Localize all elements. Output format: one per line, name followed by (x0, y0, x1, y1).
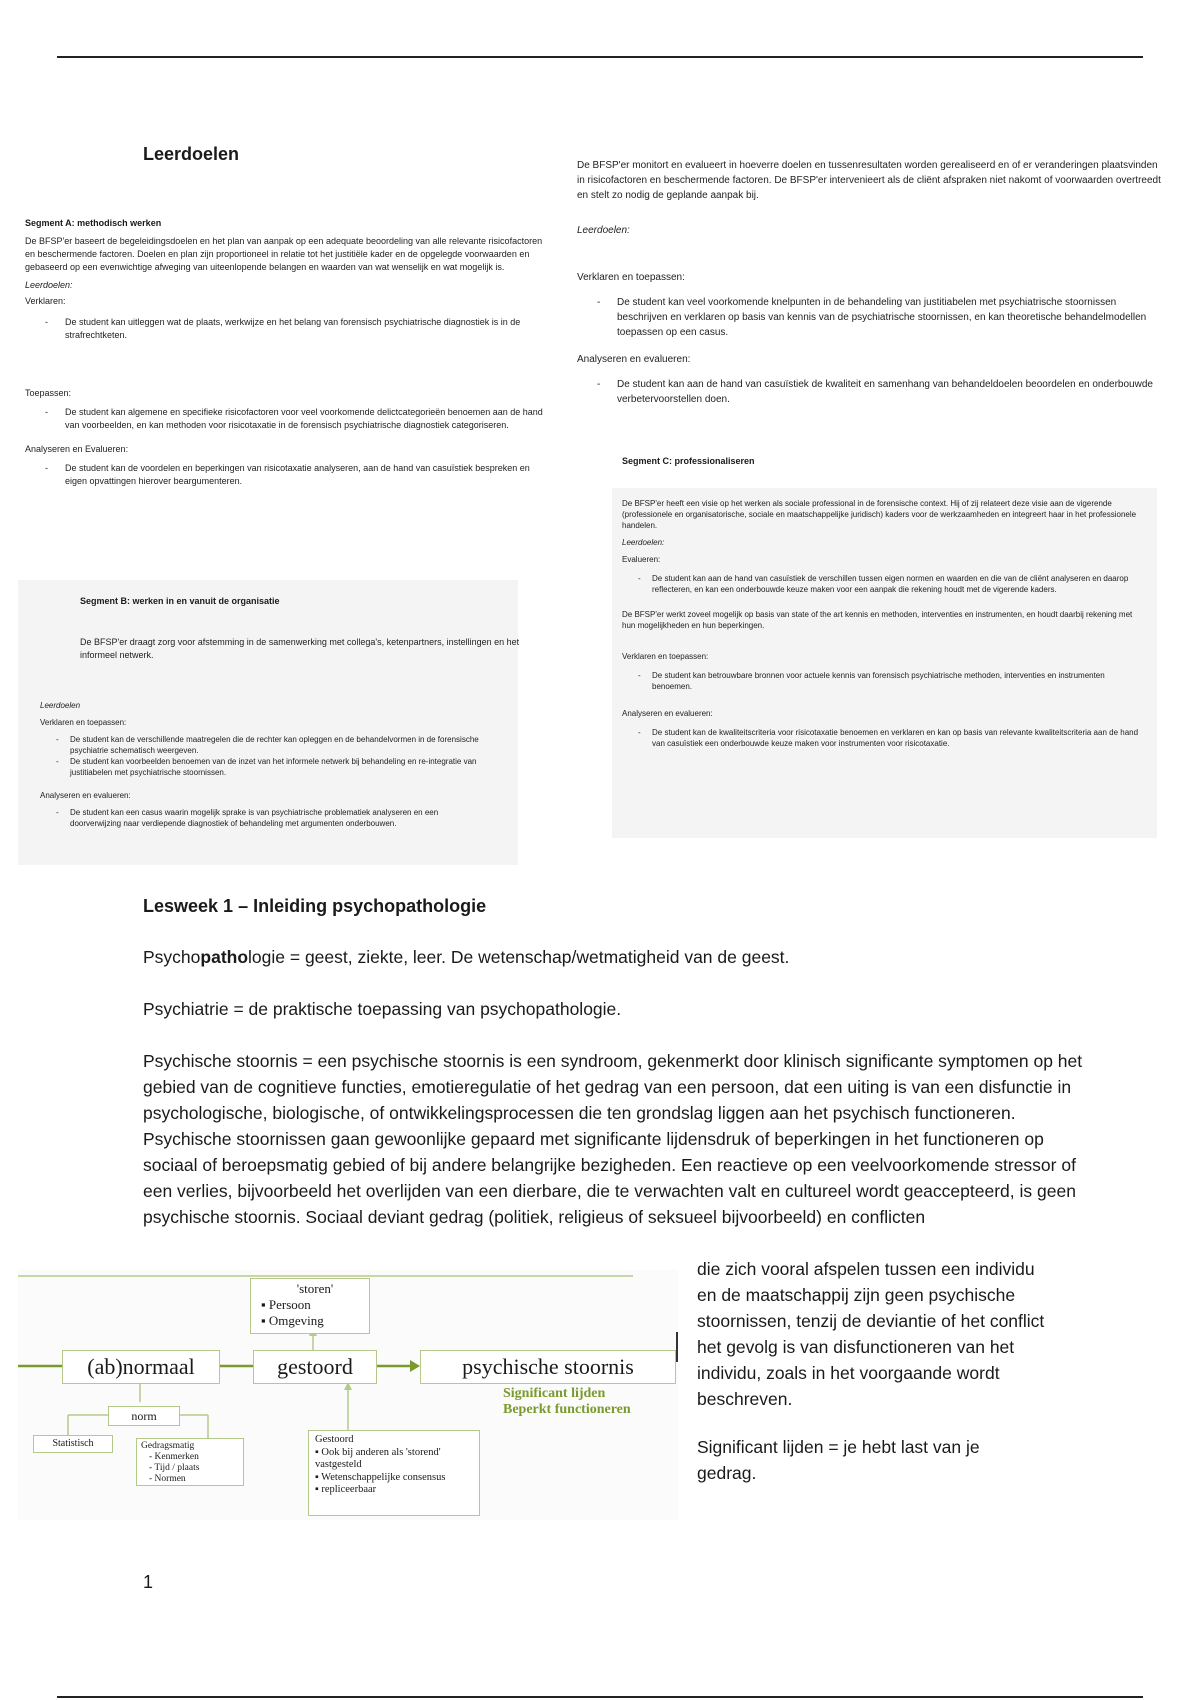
toepassen-label: Toepassen: (25, 388, 72, 398)
bottom-rule (57, 1696, 1143, 1698)
node-norm: norm (108, 1406, 180, 1426)
gestoord-criteria-title: Gestoord (315, 1434, 354, 1445)
segment-c-analyseren-list (622, 727, 1142, 749)
def-significant-lijden: Significant lijden = je hebt last van je gedrag. (697, 1437, 980, 1483)
segment-b-verklaren-label: Verklaren en toepassen: (40, 718, 127, 727)
gestoord-criteria-text: repliceerbaar (321, 1484, 377, 1495)
segment-b-text: De BFSP'er draagt zorg voor afstemming in de samenwerking met collega's, ketenpartners, instellingen en het informeel netwerk. (80, 637, 520, 660)
def-stoornis: Psychische stoornis = een psychische stoornis is een syndroom, gekenmerkt door klinisch significante symptomen op het gebied van de cognitieve functies, emotieregulatie of het gedrag van een persoon, dat een uiting is van een disfunctie in psychologische, biologische, of ontwikkelingsprocessen die ten grondslag liggen aan het psychisch functioneren. Psychische stoornissen gaan gewoonlijke gepaard met significante lijdensdruk of beperkingen in het functioneren op sociaal of beroepsmatig gebied of bij andere belangrijke bezigheden. Een reactieve op een veelvoorkomende stressor of een verlies, bijvoorbeeld het overlijden van een dierbare, die te verwachten valt en cultureel wordt geaccepteerd, is geen psychische stoornis. Sociaal deviant gedrag (politiek, religieus of seksueel bijvoorbeeld) en conflicten (143, 1051, 1083, 1227)
storen-item: ▪ Persoon (261, 1297, 311, 1312)
page-number: 1 (143, 1572, 154, 1592)
segment-b-verklaren-list (40, 734, 480, 778)
node-psychische-stoornis: psychische stoornis (420, 1350, 676, 1384)
def-psychiatrie: Psychiatrie = de praktische toepassing van psychopathologie. (143, 999, 622, 1019)
segment-a-title: Segment A: methodisch werken (25, 218, 162, 228)
verklaren-list (25, 316, 545, 342)
list-item: - De student kan uitleggen wat de plaats, werkwijze en het belang van forensisch psychiatrische diagnostiek is in de strafrechtketen. (25, 316, 545, 342)
gestoord-criteria-text: Ook bij anderen als 'storend' vastgesteld (315, 1446, 441, 1470)
right-verklaren-list (577, 295, 1162, 340)
segment-c-analyseren-label: Analyseren en evalueren: (622, 709, 713, 718)
segment-c-body (622, 498, 1142, 749)
right-leerdoelen-label: Leerdoelen: (577, 225, 630, 236)
segment-b-title (80, 596, 520, 606)
leerdoelen-label: Leerdoelen: (25, 280, 73, 290)
segment-c-text: De BFSP'er heeft een visie op het werken als sociale professional in de forensische context. Hij of zij relateert deze visie aan de vigerende (professionele en organisatorische, sociale en maatschappelijke juridisch) kaders voor de werkzaamheden en integreert haar in het professionele handelen. (622, 499, 1137, 530)
segment-b-leerdoelen: Leerdoelen (40, 701, 81, 710)
gedragsmatig-item-text: Kenmerken (154, 1452, 199, 1462)
right-column (577, 158, 1162, 407)
right-verklaren-label: Verklaren en toepassen: (577, 272, 685, 283)
segment-b-goals (40, 700, 480, 829)
list-item: - De student kan de verschillende maatregelen die de rechter kan opleggen en de behandelvormen in de forensische psychiatrie schematisch weergeven. (40, 734, 480, 756)
list-item: - De student kan de voordelen en beperkingen van risicotaxatie analyseren, aan de hand van casuïstiek bespreken en eigen opvattingen hierover beargumenteren. (25, 462, 545, 488)
storen-box (250, 1278, 370, 1334)
analyseren-list (25, 462, 545, 488)
def-stoornis-continued: die zich vooral afspelen tussen een individu en de maatschappij zijn geen psychische stoornissen, tenzij de deviantie of het conflict het gevolg is van disfunctioneren van het individu, zoals in het voorgaande wordt beschreven. (697, 1259, 1045, 1409)
node-statistisch: Statistisch (33, 1435, 113, 1453)
segment-c-evalueren-label: Evalueren: (622, 555, 661, 564)
storen-item-text: Persoon (268, 1297, 311, 1312)
segment-c (622, 456, 1142, 466)
segment-c-verklaren-list (622, 670, 1142, 692)
gedragsmatig-item: - Normen (149, 1474, 186, 1484)
analyseren-label: Analyseren en Evalueren: (25, 444, 129, 454)
def-prefix: Psycho (143, 947, 201, 967)
storen-title: 'storen' (296, 1281, 334, 1296)
segment-c-leerdoelen: Leerdoelen: (622, 538, 665, 547)
verklaren-label: Verklaren: (25, 296, 66, 306)
list-item: - De student kan een casus waarin mogelijk sprake is van psychiatrische problematiek analyseren en een doorverwijzing naar verdiepende diagnostiek of behandeling met argumenten onderbouwen. (40, 807, 480, 829)
segment-a-text: De BFSP'er baseert de begeleidingsdoelen en het plan van aanpak op een adequate beoordeling van alle relevante risicofactoren en beschermende factoren. Doelen en plan zijn proportioneel in relatie tot het justitiële kader en de opgelegde voorwaarden en gebaseerd op een evenwichtige afweging van uiteenlopende belangen en waarden van wat wenselijk en wat mogelijk is. (25, 236, 543, 272)
segment-b-heading: Segment B: werken in en vanuit de organisatie (80, 596, 280, 606)
def-rest: logie = geest, ziekte, leer. De wetenschap/wetmatigheid van de geest. (248, 947, 790, 967)
top-rule (57, 56, 1143, 58)
node-gestoord: gestoord (253, 1350, 377, 1384)
gedragsmatig-item-text: Normen (154, 1474, 186, 1484)
segment-c-evalueren-list (622, 573, 1142, 595)
list-item: - De student kan voorbeelden benoemen van de inzet van het informele netwerk bij behandeling en re-integratie van justitiabelen met psychiatrische stoornissen. (40, 756, 480, 778)
right-intro: De BFSP'er monitort en evalueert in hoeverre doelen en tussenresultaten worden gerealiseerd en of er veranderingen plaatsvinden in risicofactoren en beschermende factoren. De BFSP'er intervenieert als de cliënt afspraken niet nakomt of voorwaarden overtreedt en stelt zo nodig de geplande aanpak bij. (577, 160, 1161, 201)
storen-item: ▪ Omgeving (261, 1313, 324, 1328)
storen-item-text: Omgeving (268, 1313, 324, 1328)
segment-c-text2: De BFSP'er werkt zoveel mogelijk op basis van state of the art kennis en methoden, interventies en instrumenten, en houdt daarbij rekening met hun mogelijkheden en hun beperkingen. (622, 610, 1133, 630)
right-analyseren-label: Analyseren en evalueren: (577, 354, 691, 365)
lesweek-title: Lesweek 1 – Inleiding psychopathologie (143, 896, 487, 916)
segment-c-verklaren-label: Verklaren en toepassen: (622, 652, 709, 661)
gedragsmatig-item-text: Tijd / plaats (154, 1463, 200, 1473)
list-item: - De student kan aan de hand van casuïstiek de kwaliteit en samenhang van behandeldoelen beoordelen en onderbouwde verbetervoorstellen doen. (577, 377, 1162, 407)
def-psychopathologie (143, 944, 1083, 970)
left-column (25, 218, 545, 488)
node-gedragsmatig (136, 1438, 244, 1486)
gedragsmatig-item: - Kenmerken (149, 1452, 199, 1462)
green-labels (503, 1386, 631, 1418)
list-item: - De student kan veel voorkomende knelpunten in de behandeling van justitiabelen met psychiatrische stoornissen beschrijven en verklaren op basis van kennis van de psychiatrische stoornissen, en kan theoretische behandelmodellen toepassen op een casus. (577, 295, 1162, 340)
gedragsmatig-title: Gedragsmatig (141, 1441, 195, 1451)
list-item: - De student kan aan de hand van casuïstiek de verschillen tussen eigen normen en waarden en die van de cliënt analyseren en daarop reflecteren, en kan een onderbouwde keuze maken voor een aanpak die rekening houdt met de vigerende kaders. (622, 573, 1142, 595)
green-label-functioneren: Beperkt functioneren (503, 1402, 631, 1417)
leerdoelen-title: Leerdoelen (143, 144, 240, 164)
node-gestoord-criteria (308, 1430, 480, 1516)
def-bold: patho (200, 947, 249, 967)
list-item: - De student kan algemene en specifieke risicofactoren voor veel voorkomende delictcategorieën benoemen aan de hand van voorbeelden, en kan methoden voor risicotaxatie in de forensisch psychiatrische diagnostiek categoriseren. (25, 406, 545, 432)
gestoord-criteria-item: ▪ Ook bij anderen als 'storend' vastgesteld (315, 1446, 441, 1470)
gestoord-criteria-item: ▪ repliceerbaar (315, 1484, 377, 1495)
node-abnormaal: (ab)normaal (62, 1350, 220, 1384)
segment-b-analyseren-label: Analyseren en evalueren: (40, 791, 131, 800)
segment-b-analyseren-list (40, 807, 480, 829)
right-analyseren-list (577, 377, 1162, 407)
list-item: - De student kan betrouwbare bronnen voor actuele kennis van forensisch psychiatrische methoden, interventies en instrumenten benoemen. (622, 670, 1142, 692)
segment-c-title: Segment C: professionaliseren (622, 456, 755, 466)
green-label-lijden: Significant lijden (503, 1386, 606, 1401)
gestoord-criteria-text: Wetenschappelijke consensus (321, 1471, 446, 1483)
toepassen-list (25, 406, 545, 432)
concept-diagram (18, 1270, 678, 1520)
gedragsmatig-item: - Tijd / plaats (149, 1463, 200, 1473)
list-item: - De student kan de kwaliteitscriteria voor risicotaxatie benoemen en verklaren en kan op basis van relevante kwaliteitscriteria aan de hand van casuïstiek een onderbouwde keuze maken voor instrumenten voor risicotaxatie. (622, 727, 1142, 749)
gestoord-criteria-item: ▪ Wetenschappelijke consensus (315, 1471, 446, 1483)
definitions (143, 944, 1083, 1230)
